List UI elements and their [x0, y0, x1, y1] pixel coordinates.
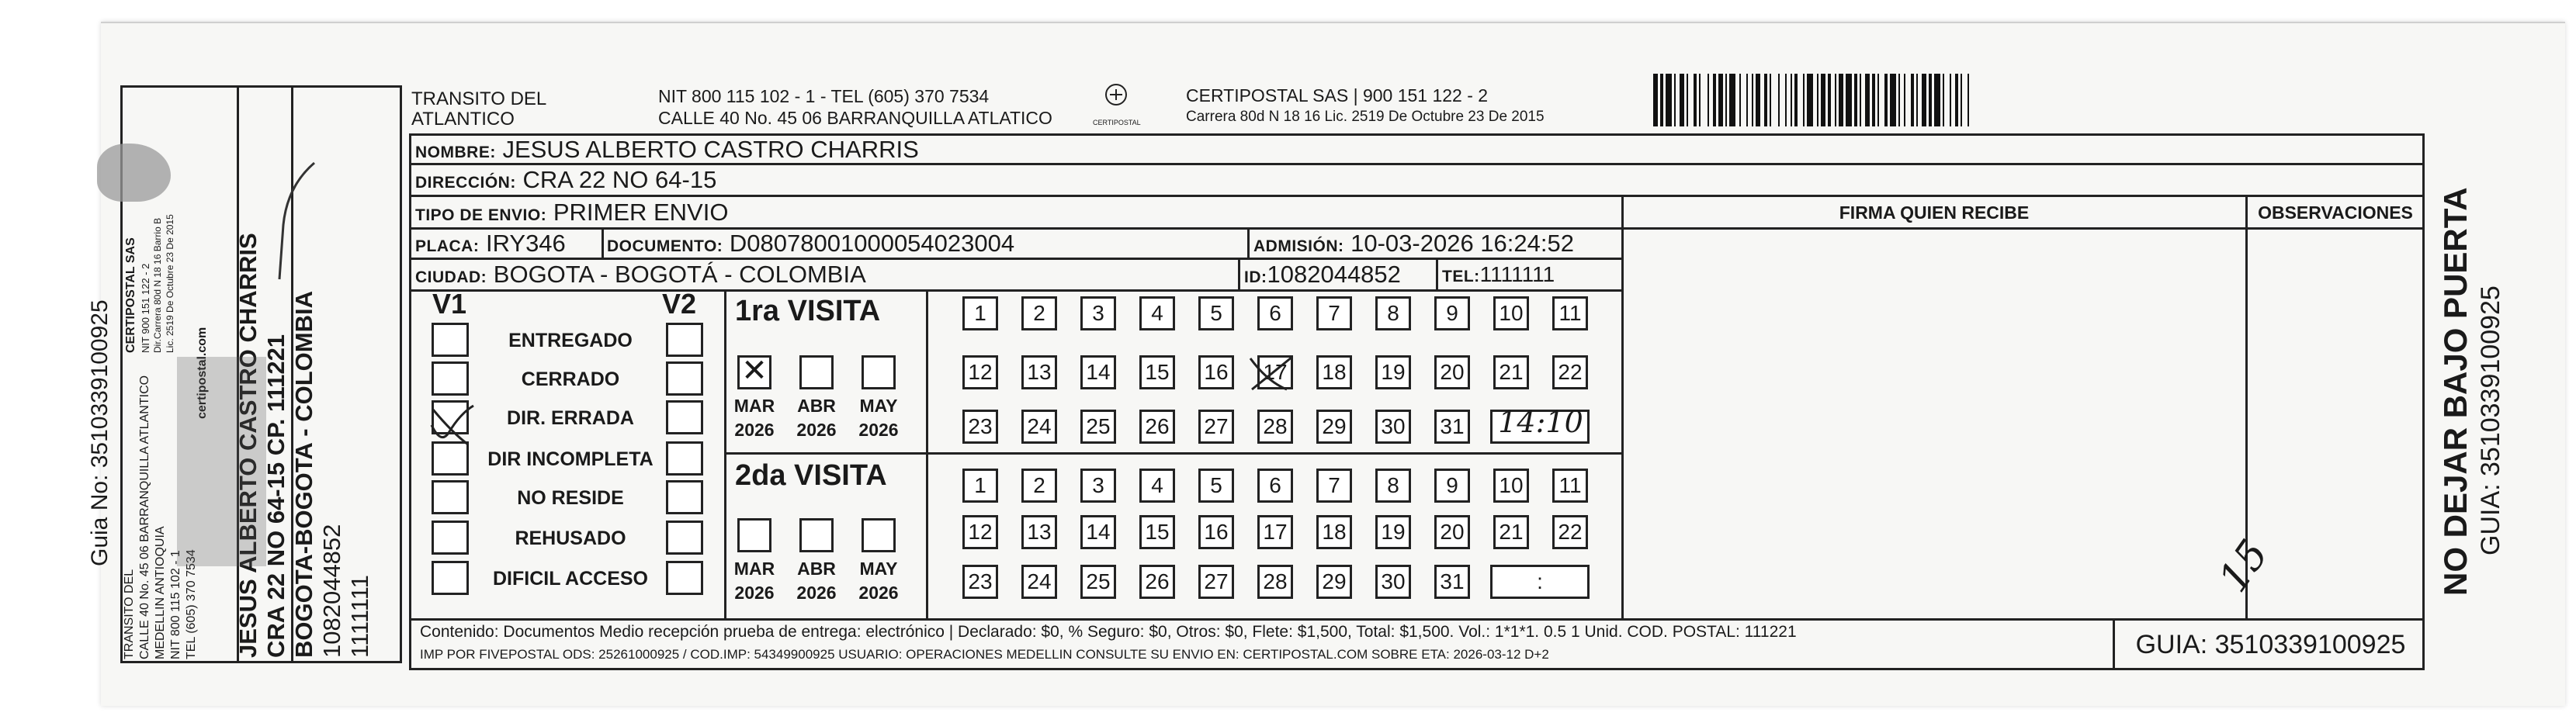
direccion-row — [415, 166, 716, 194]
status-label: DIR INCOMPLETA — [487, 448, 654, 470]
v2-checkbox[interactable] — [666, 561, 703, 595]
tel-label: TEL: — [1442, 268, 1480, 285]
first-visit-time: 14:10 — [1498, 405, 1583, 439]
barcode-bar — [1791, 74, 1792, 126]
barcode-bar — [1943, 74, 1944, 126]
first-visit-month-checkbox[interactable] — [799, 355, 834, 389]
second-visit-day-box[interactable]: 8 — [1375, 469, 1411, 503]
second-visit-month-checkbox[interactable] — [737, 518, 771, 552]
second-visit-day-box[interactable]: 16 — [1198, 515, 1234, 549]
first-visit-day-box[interactable]: 21 — [1493, 355, 1529, 389]
second-visit-month-checkbox[interactable] — [799, 518, 834, 552]
v1-checkbox[interactable] — [432, 480, 469, 514]
first-visit-day-box[interactable]: 8 — [1375, 296, 1411, 330]
first-visit-year-label: 2026 — [734, 420, 775, 440]
barcode-bar — [1674, 74, 1676, 126]
tipo-envio-value: PRIMER ENVIO — [553, 199, 729, 226]
second-visit-month-label: MAR — [733, 559, 775, 579]
v1-checkbox[interactable] — [432, 361, 469, 396]
v1-checkbox[interactable] — [432, 561, 469, 595]
stub-recipient-line-2: CRA 22 NO 64-15 CP. 111221 — [262, 334, 289, 658]
barcode-bar — [1865, 74, 1870, 126]
second-visit-day-box[interactable]: 15 — [1139, 515, 1175, 549]
second-visit-day-box[interactable]: 23 — [962, 565, 998, 599]
barcode-bar — [1746, 74, 1748, 126]
first-visit-day-box[interactable]: 1 — [962, 296, 998, 330]
admision-value: 10-03-2026 16:24:52 — [1350, 230, 1574, 257]
first-visit-year-label: 2026 — [858, 420, 899, 440]
stub-sender-line-5: TEL (605) 370 7534 — [185, 549, 198, 659]
documento-row — [607, 230, 1014, 258]
first-visit-day-box[interactable]: 22 — [1552, 355, 1588, 389]
tipo-envio-row — [415, 199, 728, 227]
stub-guia-label: Guia No: 3510339100925 — [87, 299, 113, 566]
first-visit-day-box[interactable]: 24 — [1021, 410, 1057, 444]
barcode-bar — [1680, 74, 1684, 126]
tel-row — [1442, 262, 1555, 287]
stub-recipient-line-4: 1082044852 — [318, 524, 345, 658]
stub-sender-line-1: TRANSITO DEL — [123, 569, 136, 659]
second-visit-day-box[interactable]: 18 — [1316, 515, 1352, 549]
documento-value: D08078001000054023004 — [729, 230, 1015, 257]
placa-label: PLACA: — [415, 237, 480, 255]
sender-name-line-1: TRANSITO DEL — [411, 88, 547, 109]
second-visit-month-checkbox[interactable] — [862, 518, 896, 552]
v2-checkbox[interactable] — [666, 400, 703, 434]
barcode-bar — [1687, 74, 1688, 126]
status-check-mark — [425, 402, 480, 448]
barcode-bar — [1770, 74, 1771, 126]
day-check-mark — [1244, 351, 1298, 397]
second-visit-day-box[interactable]: 2 — [1021, 469, 1057, 503]
first-visit-title: 1ra VISITA — [735, 295, 881, 327]
sender-address: CALLE 40 No. 45 06 BARRANQUILLA ATLATICO — [658, 108, 1052, 128]
second-visit-day-box[interactable]: 11 — [1552, 469, 1588, 503]
barcode-bar — [1778, 74, 1780, 126]
certipostal-logo-icon — [1093, 82, 1139, 113]
second-visit-day-box[interactable]: 29 — [1316, 565, 1352, 599]
direccion-value: CRA 22 NO 64-15 — [522, 166, 717, 193]
contenido-text: Contenido: Documentos Medio recepción prueba de entrega: electrónico | Declarado: $0, % Seguro: $0, Otros: $0, Flete: $1,500, Total: $1,500. Vol.: 1*1*1. 0.5 1 Unid. COD. POSTAL: 111221 — [420, 623, 1797, 641]
first-visit-day-box[interactable]: 29 — [1316, 410, 1352, 444]
stub-certipostal-line-2: NIT 900 151 122 - 2 — [140, 263, 151, 353]
sender-name-line-2: ATLANTICO — [411, 109, 515, 130]
stub-recipient-line-5: 1111111 — [346, 575, 373, 658]
first-visit-day-box[interactable]: 30 — [1375, 410, 1411, 444]
barcode-bar — [1756, 74, 1760, 126]
barcode-bar — [1699, 74, 1701, 126]
second-visit-day-box[interactable]: 26 — [1139, 565, 1175, 599]
second-visit-day-box[interactable]: 22 — [1552, 515, 1588, 549]
stub-certipostal-line-4: Lic. 2519 De Octubre 23 De 2015 — [165, 214, 175, 353]
barcode-bar — [1835, 74, 1836, 126]
second-visit-day-box[interactable]: 1 — [962, 469, 998, 503]
barcode-bar — [1817, 74, 1818, 126]
barcode-bar — [1898, 74, 1900, 126]
month-x-mark: ✕ — [741, 354, 768, 388]
sender-nit: NIT 800 115 102 - 1 - TEL (605) 370 7534 — [658, 86, 990, 106]
barcode-bar — [1955, 74, 1958, 126]
placa-value: IRY346 — [485, 230, 566, 257]
second-visit-day-box[interactable]: 7 — [1316, 469, 1352, 503]
v1-checkbox[interactable] — [432, 521, 469, 555]
first-visit-day-box[interactable]: 4 — [1139, 296, 1175, 330]
first-visit-month-label: ABR — [797, 396, 836, 416]
v2-checkbox[interactable] — [666, 480, 703, 514]
first-visit-day-box[interactable]: 19 — [1375, 355, 1411, 389]
observaciones-label: OBSERVACIONES — [2258, 202, 2413, 223]
second-visit-day-box[interactable]: 25 — [1080, 565, 1116, 599]
first-visit-day-box[interactable]: 23 — [962, 410, 998, 444]
stub-certipostal-line-3: Dir.Carrera 80d N 18 16 Barrio B — [152, 217, 163, 353]
stub-sender-line-2: CALLE 40 No. 45 06 BARRANQUILLA ATLANTICO — [138, 375, 151, 659]
barcode-bar — [1884, 74, 1888, 126]
footer-guia: GUIA: 3510339100925 — [2135, 630, 2406, 659]
admision-row — [1253, 230, 1574, 258]
first-visit-day-box[interactable]: 17 — [1257, 355, 1293, 389]
barcode-bar — [1968, 74, 1969, 126]
stub-certipostal-line-1: CERTIPOSTAL SAS — [124, 237, 137, 353]
barcode-bar — [1794, 74, 1798, 126]
imp-text: IMP POR FIVEPOSTAL ODS: 25261000925 / COD.IMP: 54349900925 USUARIO: OPERACIONES MEDELLIN CONSULTE SU ENVIO EN: CERTIPOSTAL.COM SOBRE ETA: 2026-03-12 D+2 — [420, 647, 1549, 662]
first-visit-day-box[interactable]: 26 — [1139, 410, 1175, 444]
barcode-bar — [1854, 74, 1857, 126]
stub-pen-stroke — [256, 155, 326, 287]
barcode-bar — [1752, 74, 1753, 126]
status-label: CERRADO — [521, 368, 620, 390]
barcode-bar — [1729, 74, 1735, 126]
second-visit-day-box[interactable]: 17 — [1257, 515, 1293, 549]
second-visit-day-box[interactable]: 27 — [1198, 565, 1234, 599]
status-label: DIR. ERRADA — [507, 407, 634, 429]
barcode-bar — [1718, 74, 1723, 126]
first-visit-day-box[interactable]: 12 — [962, 355, 998, 389]
v2-checkbox[interactable] — [666, 521, 703, 555]
barcode-bar — [1934, 74, 1940, 126]
second-visit-day-box[interactable]: 31 — [1434, 565, 1470, 599]
right-guia: GUIA: 3510339100925 — [2476, 285, 2505, 555]
tipo-envio-label: TIPO DE ENVIO: — [415, 206, 547, 224]
first-visit-day-box[interactable]: 6 — [1257, 296, 1293, 330]
second-visit-day-box[interactable]: 4 — [1139, 469, 1175, 503]
id-row — [1244, 261, 1401, 289]
barcode-bar — [1961, 74, 1962, 126]
barcode-bar — [1694, 74, 1697, 126]
stub-certipostal-site: certipostal.com — [196, 327, 209, 419]
second-visit-day-box[interactable]: 20 — [1434, 515, 1470, 549]
barcode-bar — [1803, 74, 1805, 126]
courier-address: Carrera 80d N 18 16 Lic. 2519 De Octubre 23 De 2015 — [1186, 109, 1545, 125]
first-visit-day-box[interactable]: 31 — [1434, 410, 1470, 444]
second-visit-day-box[interactable]: 10 — [1493, 469, 1529, 503]
ciudad-label: CIUDAD: — [415, 268, 487, 286]
second-visit-day-box[interactable]: 6 — [1257, 469, 1293, 503]
v2-checkbox[interactable] — [666, 323, 703, 357]
direccion-label: DIRECCIÓN: — [415, 174, 516, 192]
barcode-bar — [1904, 74, 1905, 126]
nombre-label: NOMBRE: — [415, 144, 496, 161]
barcode-bar — [1929, 74, 1932, 126]
status-label: DIFICIL ACCESO — [492, 568, 648, 590]
v1-header: V1 — [432, 288, 467, 320]
first-visit-day-box[interactable]: 7 — [1316, 296, 1352, 330]
stub-recipient-line-3: BOGOTA-BOGOTA - COLOMBIA — [290, 291, 317, 658]
status-label: NO RESIDE — [517, 487, 624, 509]
tel-value: 1111111 — [1479, 262, 1555, 286]
first-visit-day-box[interactable]: 15 — [1139, 355, 1175, 389]
v2-checkbox[interactable] — [666, 361, 703, 396]
first-visit-day-box[interactable]: 5 — [1198, 296, 1234, 330]
no-dejar-bajo-puerta: NO DEJAR BAJO PUERTA — [2437, 187, 2474, 596]
documento-label: DOCUMENTO: — [607, 237, 723, 255]
barcode-bar — [1872, 74, 1875, 126]
barcode-bar — [1890, 74, 1896, 126]
second-visit-day-box[interactable]: 19 — [1375, 515, 1411, 549]
barcode-bar — [1828, 74, 1831, 126]
first-visit-month-checkbox[interactable] — [862, 355, 896, 389]
stub-devolucion-stamp — [177, 357, 266, 566]
barcode-bar — [1713, 74, 1716, 126]
barcode-bar — [1839, 74, 1843, 126]
admision-label: ADMISIÓN: — [1253, 237, 1344, 255]
second-visit-day-box[interactable]: 12 — [962, 515, 998, 549]
second-visit-year-label: 2026 — [796, 583, 837, 603]
first-visit-month-label: MAR — [733, 396, 775, 416]
certipostal-logo-text: CERTIPOSTAL — [1093, 119, 1141, 126]
second-visit-day-box[interactable]: 14 — [1080, 515, 1116, 549]
first-visit-day-box[interactable]: 14 — [1080, 355, 1116, 389]
stub-sender-line-4: NIT 800 115 102 - 1 — [169, 550, 182, 659]
stub-sender-line-3: MEDELLIN ANTIOQUIA — [154, 526, 167, 659]
status-label: ENTREGADO — [508, 330, 633, 351]
barcode-bar — [1950, 74, 1951, 126]
first-visit-day-box[interactable]: 11 — [1552, 296, 1588, 330]
barcode-bar — [1807, 74, 1813, 126]
barcode-bar — [1708, 74, 1709, 126]
barcode-bar — [1725, 74, 1727, 126]
barcode-bar — [1653, 74, 1658, 126]
barcode-bar — [1916, 74, 1918, 126]
first-visit-day-box[interactable]: 28 — [1257, 410, 1293, 444]
second-visit-year-label: 2026 — [734, 583, 775, 603]
barcode-bar — [1739, 74, 1741, 126]
first-visit-day-box[interactable]: 3 — [1080, 296, 1116, 330]
second-visit-day-box[interactable]: 28 — [1257, 565, 1293, 599]
first-visit-day-box[interactable]: 20 — [1434, 355, 1470, 389]
barcode-bar — [1666, 74, 1672, 126]
barcode — [1653, 0, 2270, 132]
observaciones-note: 15 — [2210, 531, 2278, 601]
v2-header: V2 — [662, 288, 697, 320]
first-visit-day-box[interactable]: 18 — [1316, 355, 1352, 389]
second-visit-day-box[interactable]: 5 — [1198, 469, 1234, 503]
id-value: 1082044852 — [1267, 261, 1401, 288]
ciudad-row — [415, 261, 866, 289]
ciudad-value: BOGOTA - BOGOTÁ - COLOMBIA — [493, 261, 866, 288]
first-visit-year-label: 2026 — [796, 420, 837, 440]
barcode-bar — [1764, 74, 1767, 126]
first-visit-day-box[interactable]: 27 — [1198, 410, 1234, 444]
second-visit-month-label: MAY — [859, 559, 898, 579]
second-visit-day-box[interactable]: 13 — [1021, 515, 1057, 549]
nombre-value: JESUS ALBERTO CASTRO CHARRIS — [502, 136, 919, 163]
status-label: REHUSADO — [515, 527, 626, 549]
barcode-bar — [1821, 74, 1825, 126]
second-visit-day-box[interactable]: 21 — [1493, 515, 1529, 549]
second-visit-month-label: ABR — [797, 559, 836, 579]
second-visit-day-box[interactable]: 30 — [1375, 565, 1411, 599]
barcode-bar — [1785, 74, 1787, 126]
second-visit-day-box[interactable]: 3 — [1080, 469, 1116, 503]
stub-recipient-line-1: JESUS ALBERTO CASTRO CHARRIS — [234, 233, 262, 658]
v2-checkbox[interactable] — [666, 441, 703, 476]
first-visit-day-box[interactable]: 9 — [1434, 296, 1470, 330]
barcode-bar — [1922, 74, 1926, 126]
nombre-row — [415, 136, 919, 164]
v1-checkbox[interactable] — [432, 323, 469, 357]
first-visit-day-box[interactable]: 2 — [1021, 296, 1057, 330]
courier-name: CERTIPOSTAL SAS | 900 151 122 - 2 — [1186, 85, 1489, 105]
first-visit-day-box[interactable]: 10 — [1493, 296, 1529, 330]
firma-label: FIRMA QUIEN RECIBE — [1839, 202, 2030, 223]
first-visit-day-box[interactable]: 25 — [1080, 410, 1116, 444]
barcode-bar — [1660, 74, 1663, 126]
second-visit-title: 2da VISITA — [735, 459, 887, 492]
barcode-bar — [1877, 74, 1879, 126]
placa-row — [415, 230, 566, 258]
second-visit-year-label: 2026 — [858, 583, 899, 603]
id-label: ID: — [1244, 268, 1267, 286]
first-visit-day-box[interactable]: 13 — [1021, 355, 1057, 389]
first-visit-day-box[interactable]: 16 — [1198, 355, 1234, 389]
second-visit-day-box[interactable]: 9 — [1434, 469, 1470, 503]
certipostal-logo — [1093, 82, 1139, 129]
barcode-bar — [1911, 74, 1914, 126]
barcode-bar — [1860, 74, 1861, 126]
first-visit-month-label: MAY — [859, 396, 898, 416]
second-visit-time-box[interactable]: : — [1490, 565, 1590, 599]
second-visit-day-box[interactable]: 24 — [1021, 565, 1057, 599]
barcode-bar — [1846, 74, 1852, 126]
